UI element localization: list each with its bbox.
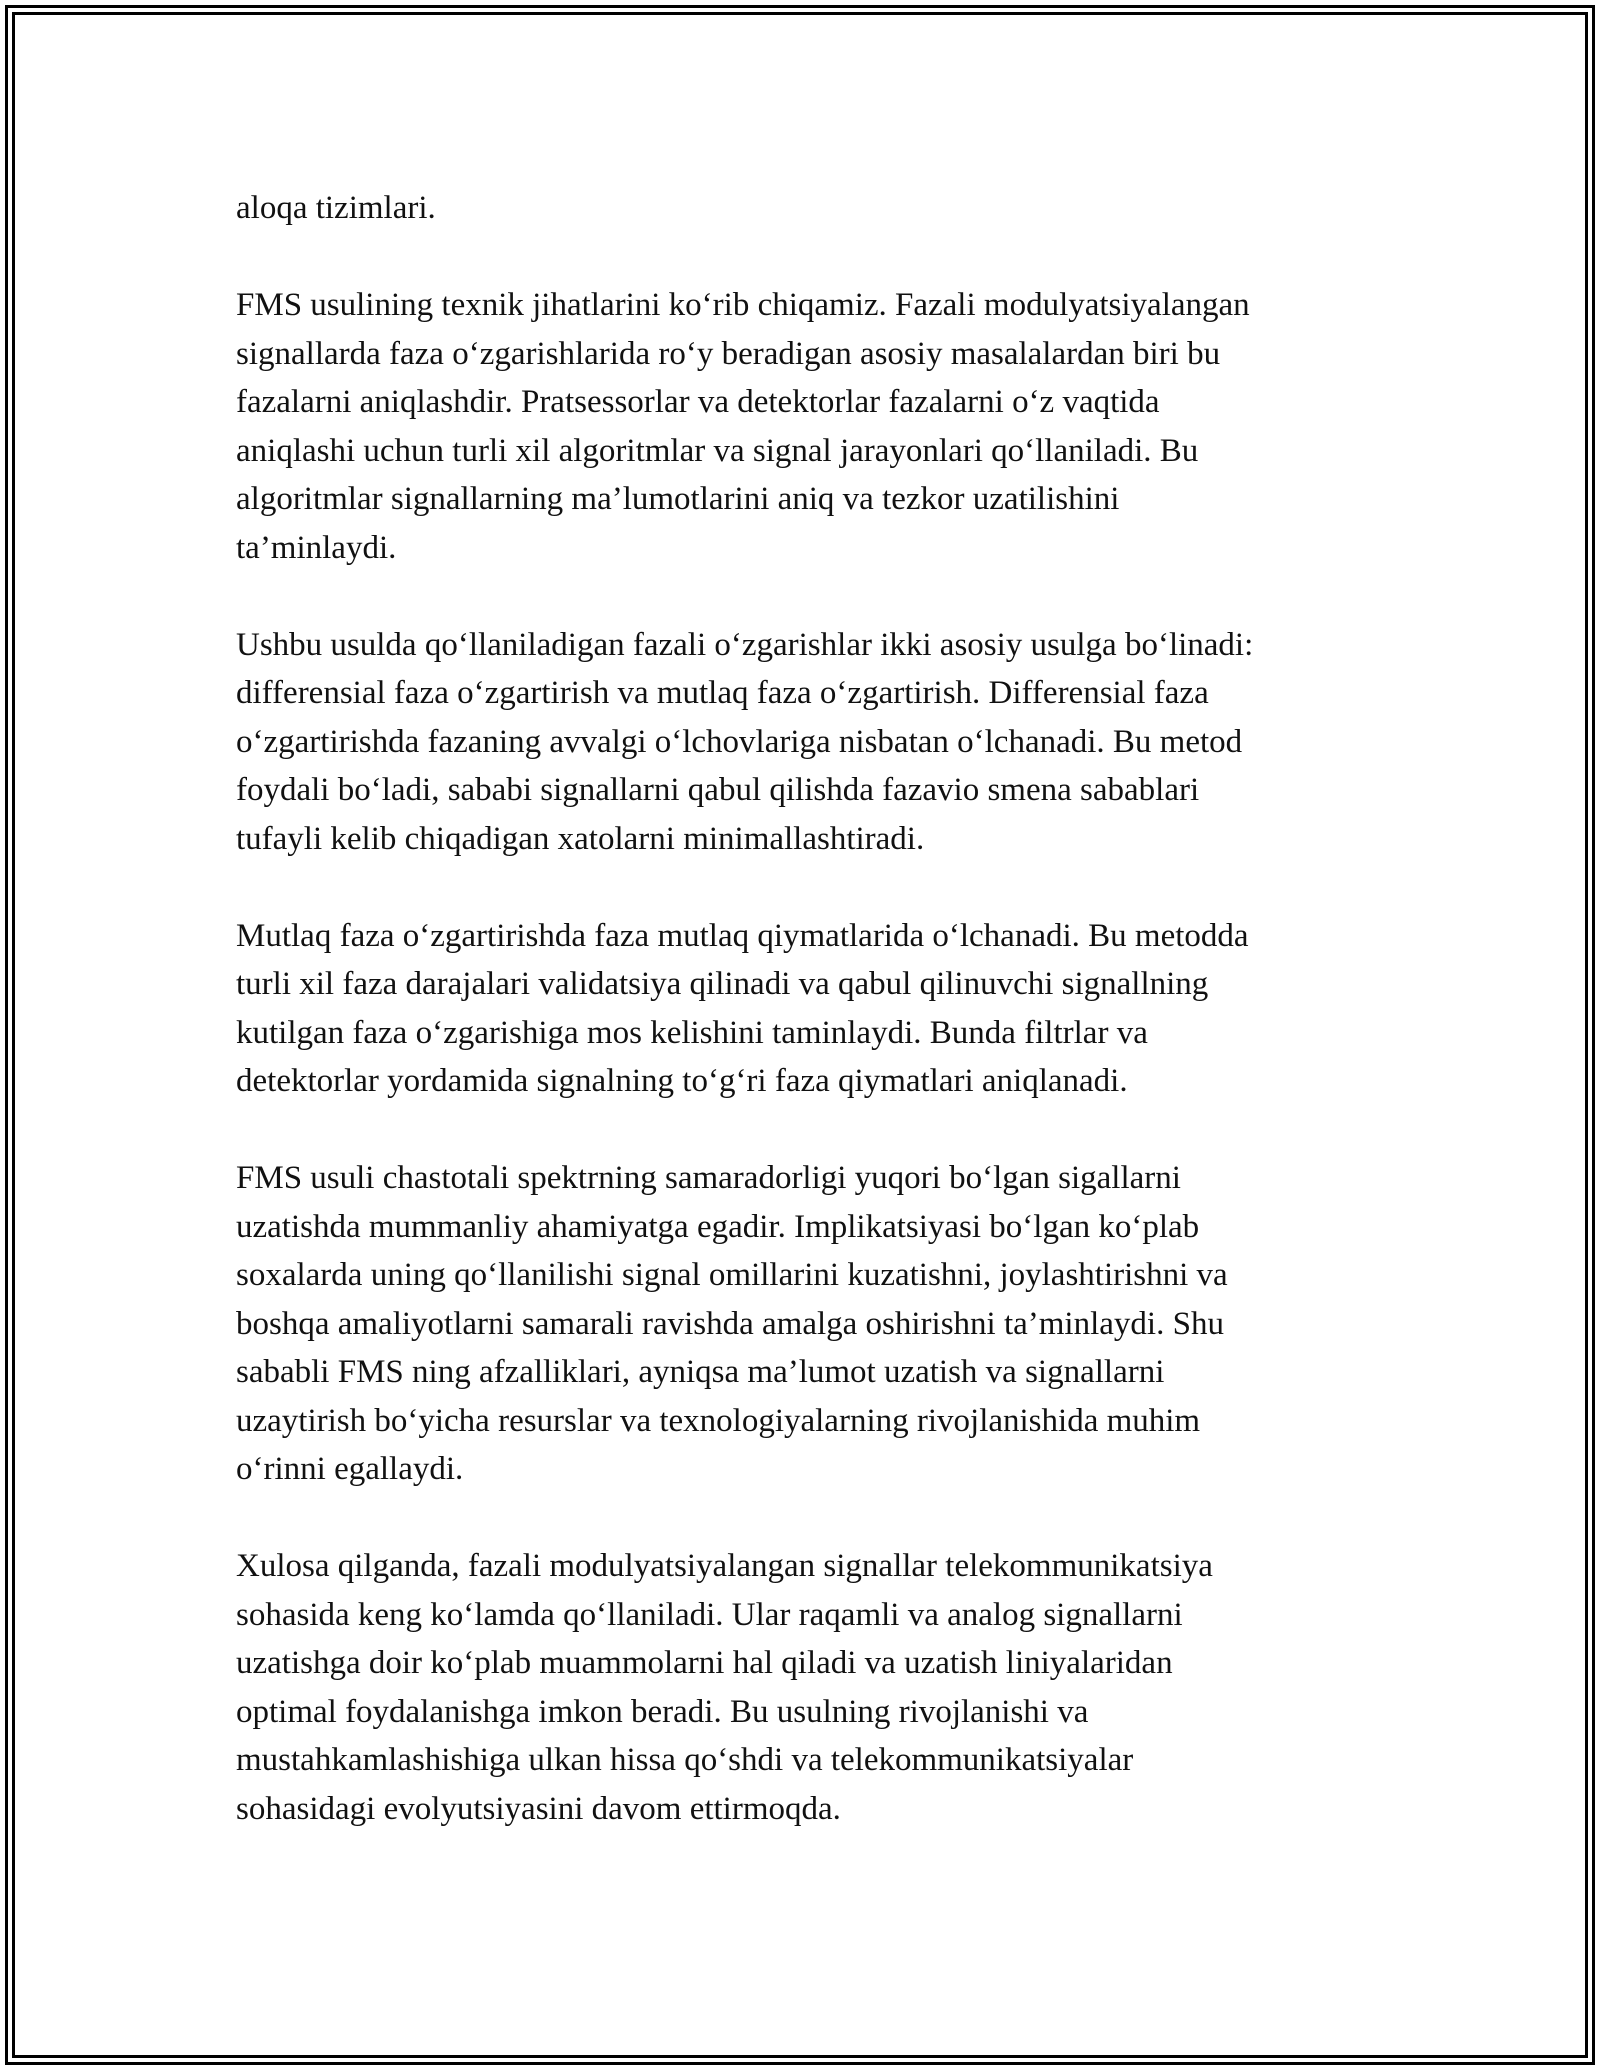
text-line: foydali bo‘ladi, sababi signallarni qabul qilishda fazavio smena sabablari bbox=[236, 772, 1200, 808]
text-line: o‘rinni egallaydi. bbox=[236, 1451, 464, 1487]
text-line: kutilgan faza o‘zgarishiga mos kelishini taminlaydi. Bunda filtrlar va bbox=[236, 1014, 1148, 1051]
paragraph-3 bbox=[236, 621, 1376, 864]
text-line: Mutlaq faza o‘zgartirishda faza mutlaq qiymatlarida o‘lchanadi. Bu metodda bbox=[236, 917, 1249, 954]
text-line: sababli FMS ning afzalliklari, ayniqsa ma’lumot uzatish va signallarni bbox=[236, 1354, 1165, 1390]
text-line: boshqa amaliyotlarni samarali ravishda amalga oshirishni ta’minlaydi. Shu bbox=[236, 1305, 1224, 1342]
text-line: aniqlashi uchun turli xil algoritmlar va signal jarayonlari qo‘llaniladi. Bu bbox=[236, 432, 1199, 469]
text-line: aloqa tizimlari. bbox=[236, 190, 436, 226]
text-line: ta’minlaydi. bbox=[236, 529, 397, 566]
document-body bbox=[236, 184, 1376, 1882]
paragraph-1 bbox=[236, 184, 1376, 233]
text-line: o‘zgartirishda fazaning avvalgi o‘lchovlariga nisbatan o‘lchanadi. Bu metod bbox=[236, 723, 1243, 760]
text-line: FMS usuli chastotali spektrning samaradorligi yuqori bo‘lgan sigallarni bbox=[236, 1160, 1181, 1196]
text-line: soxalarda uning qo‘llanilishi signal omillarini kuzatishni, joylashtirishni va bbox=[236, 1257, 1228, 1293]
text-line: detektorlar yordamida signalning to‘g‘ri faza qiymatlari aniqlanadi. bbox=[236, 1063, 1128, 1099]
paragraph-2 bbox=[236, 281, 1376, 572]
text-line: mustahkamlashishiga ulkan hissa qo‘shdi va telekommunikatsiyalar bbox=[236, 1742, 1134, 1778]
paragraph-5 bbox=[236, 1154, 1376, 1494]
text-line: sohasidagi evolyutsiyasini davom ettirmoqda. bbox=[236, 1790, 841, 1827]
text-line: optimal foydalanishga imkon beradi. Bu usulning rivojlanishi va bbox=[236, 1693, 1089, 1730]
paragraph-4 bbox=[236, 912, 1376, 1106]
text-line: algoritmlar signallarning ma’lumotlarini aniq va tezkor uzatilishini bbox=[236, 481, 1120, 517]
text-line: Xulosa qilganda, fazali modulyatsiyalangan signallar telekommunikatsiya bbox=[236, 1548, 1213, 1584]
paragraph-6 bbox=[236, 1542, 1376, 1833]
text-line: Ushbu usulda qo‘llaniladigan fazali o‘zgarishlar ikki asosiy usulga bo‘linadi: bbox=[236, 626, 1254, 663]
text-line: FMS usulining texnik jihatlarini ko‘rib chiqamiz. Fazali modulyatsiyalangan bbox=[236, 287, 1250, 323]
text-line: uzatishda mummanliy ahamiyatga egadir. Implikatsiyasi bo‘lgan ko‘plab bbox=[236, 1208, 1200, 1245]
text-line: uzaytirish bo‘yicha resurslar va texnologiyalarning rivojlanishida muhim bbox=[236, 1402, 1201, 1439]
text-line: signallarda faza o‘zgarishlarida ro‘y beradigan asosiy masalalardan biri bu bbox=[236, 335, 1221, 372]
text-line: differensial faza o‘zgartirish va mutlaq faza o‘zgartirish. Differensial faza bbox=[236, 675, 1209, 711]
text-line: fazalarni aniqlashdir. Pratsessorlar va detektorlar fazalarni o‘z vaqtida bbox=[236, 384, 1160, 420]
text-line: sohasida keng ko‘lamda qo‘llaniladi. Ular raqamli va analog signallarni bbox=[236, 1596, 1183, 1633]
text-line: turli xil faza darajalari validatsiya qilinadi va qabul qilinuvchi signallning bbox=[236, 966, 1209, 1002]
text-line: uzatishga doir ko‘plab muammolarni hal qiladi va uzatish liniyalaridan bbox=[236, 1645, 1173, 1681]
text-line: tufayli kelib chiqadigan xatolarni minimallashtiradi. bbox=[236, 820, 925, 857]
